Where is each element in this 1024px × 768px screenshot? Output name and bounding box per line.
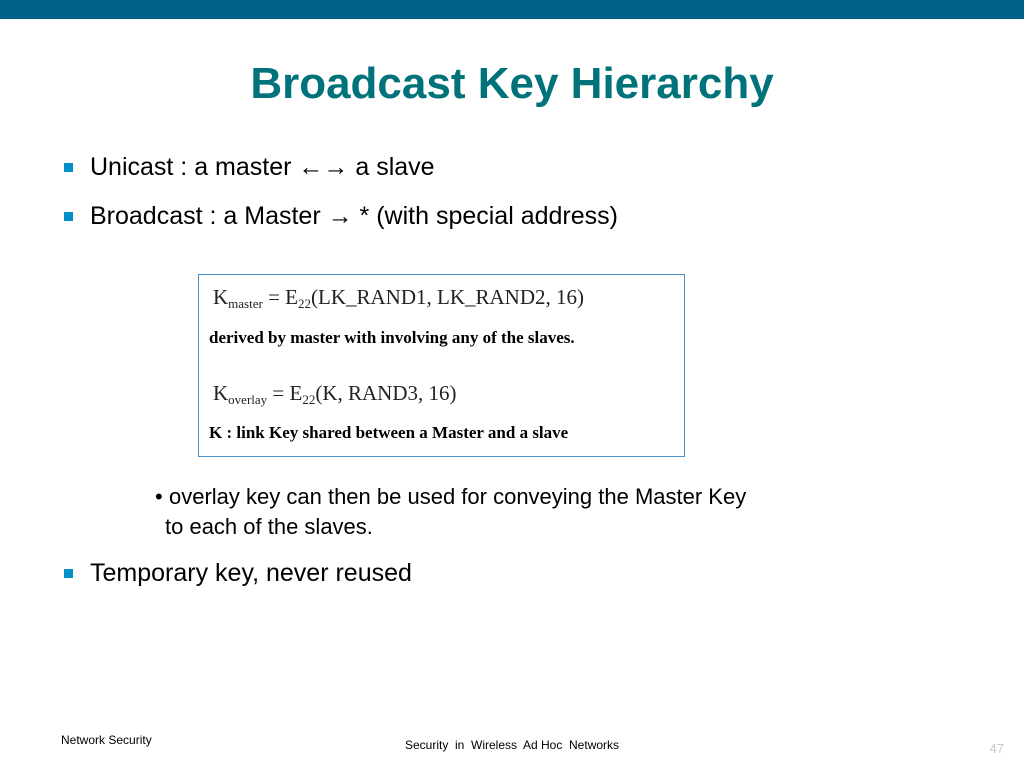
bullet-text: Temporary key, never reused: [90, 559, 412, 587]
formula-key-subscript: master: [228, 296, 263, 311]
page-number: 47: [989, 741, 1004, 756]
bullet-text: Broadcast : a Master → * (with special address): [90, 202, 618, 230]
sub-bullet-line1: overlay key can then be used for conveying the Master Key: [169, 484, 747, 509]
footer-left-label: Network Security: [61, 733, 152, 747]
formula-note-master: derived by master with involving any of the slaves.: [209, 328, 575, 347]
formula-key-subscript: overlay: [228, 392, 268, 407]
footer-center-label: Security in Wireless Ad Hoc Networks: [404, 738, 620, 752]
bullet-temporary-key: [64, 558, 412, 588]
square-bullet-icon: [64, 569, 73, 578]
top-banner-bar: [0, 0, 1024, 19]
formula-equals: = E: [262, 285, 298, 309]
sub-bullet-overlay: [155, 482, 855, 542]
formula-key: K: [213, 381, 229, 405]
formula-overlay-key: [213, 381, 456, 408]
formula-master-key: [213, 285, 584, 312]
slide-title: Broadcast Key Hierarchy: [250, 59, 774, 108]
formula-function-subscript: 22: [298, 296, 311, 311]
sub-bullet-line2: to each of the slaves.: [165, 514, 373, 539]
formula-equals: = E: [267, 381, 303, 405]
bullet-unicast: [64, 152, 435, 182]
square-bullet-icon: [64, 212, 73, 221]
formula-arguments: (LK_RAND1, LK_RAND2, 16): [311, 285, 584, 309]
formula-note-link-key: K : link Key shared between a Master and a slave: [209, 423, 569, 442]
bullet-text: Unicast : a master ←→ a slave: [90, 153, 435, 181]
formula-function-subscript: 22: [302, 392, 316, 407]
square-bullet-icon: [64, 163, 73, 172]
formula-box: [198, 274, 685, 457]
dot-bullet-icon: •: [155, 484, 163, 509]
formula-arguments: (K, RAND3, 16): [315, 381, 457, 405]
bullet-broadcast: [64, 201, 618, 231]
formula-key: K: [213, 285, 229, 309]
